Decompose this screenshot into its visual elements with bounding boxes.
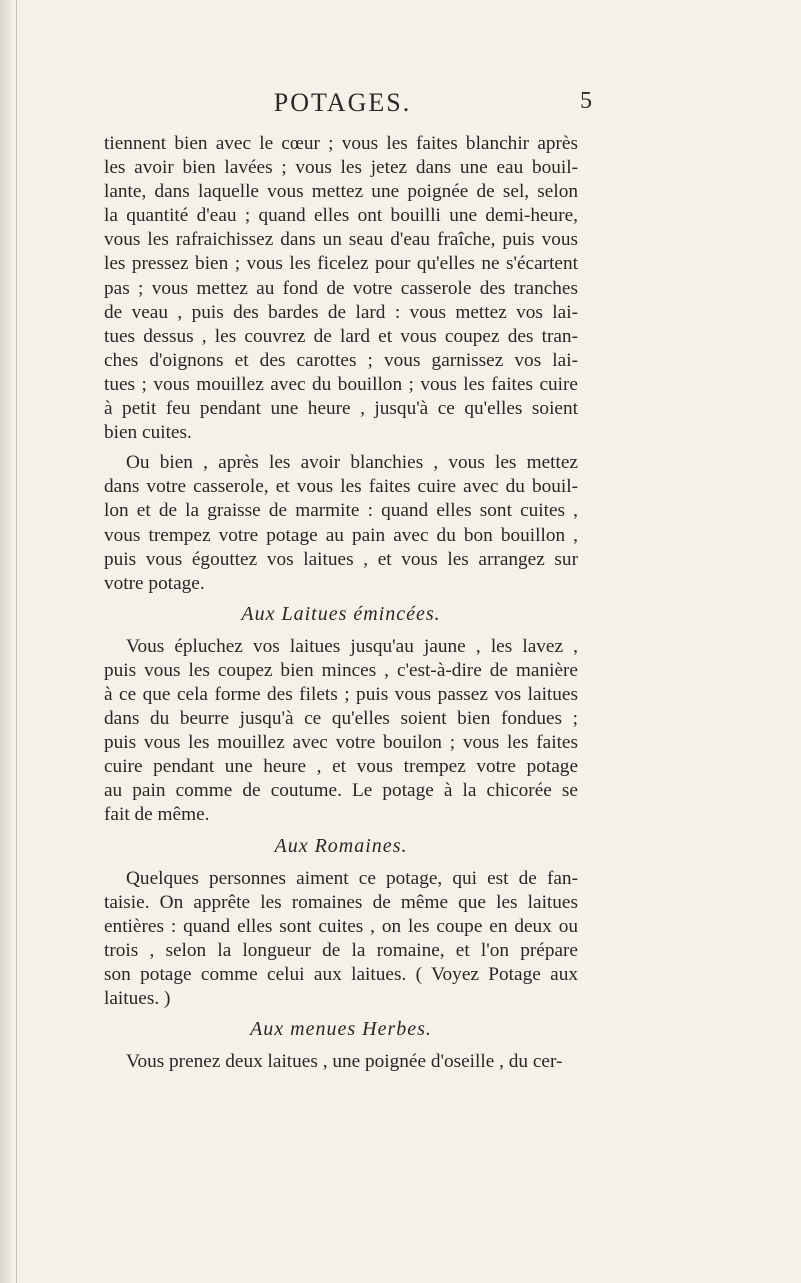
text-line: pas ; vous mettez au fond de votre casserole des tranches <box>104 277 578 299</box>
text-line: tues ; vous mouillez avec du bouillon ; vous les faites cuire <box>104 373 578 395</box>
text-line: fait de même. <box>104 804 210 826</box>
text-line: entières : quand elles sont cuites , on les coupe en deux ou <box>104 915 578 937</box>
text-line: Vous épluchez vos laitues jusqu'au jaune , les lavez , <box>126 635 578 657</box>
text-line: dans du beurre jusqu'à ce qu'elles soient bien fondues ; <box>104 708 578 730</box>
section-heading: Aux menues Herbes. <box>250 1018 432 1041</box>
text-line: Quelques personnes aiment ce potage, qui est de fan- <box>126 867 578 889</box>
section-heading: Aux Laitues émincées. <box>241 602 441 625</box>
text-line: puis vous les coupez bien minces , c'est-à-dire de manière <box>104 659 578 681</box>
text-line: taisie. On apprête les romaines de même que les laitues <box>104 891 578 913</box>
section-heading: Aux Romaines. <box>274 834 408 857</box>
text-line: puis vous les mouillez avec votre bouilon ; vous les faites <box>104 732 578 754</box>
text-line: puis vous égouttez vos laitues , et vous les arrangez sur <box>104 548 578 570</box>
paragraph <box>104 451 578 596</box>
text-line: lon et de la graisse de marmite : quand elles sont cuites , <box>104 500 578 522</box>
text-line: de veau , puis des bardes de lard : vous mettez vos lai- <box>104 301 578 323</box>
text-line: Ou bien , après les avoir blanchies , vous les mettez <box>126 452 578 474</box>
page-number: 5 <box>580 88 592 114</box>
text-line: ches d'oignons et des carottes ; vous garnissez vos lai- <box>104 349 578 371</box>
text-line: à ce que cela forme des filets ; puis vous passez vos laitues <box>104 683 578 705</box>
text-line: son potage comme celui aux laitues. ( Voyez Potage aux <box>104 963 578 985</box>
text-line: Vous prenez deux laitues , une poignée d'oseille , du cer- <box>126 1051 563 1073</box>
text-line: dans votre casserole, et vous les faites cuire avec du bouil- <box>104 476 578 498</box>
running-head <box>105 88 592 128</box>
text-line: la quantité d'eau ; quand elles ont bouilli une demi-heure, <box>104 205 578 227</box>
page-title: POTAGES. <box>273 88 412 117</box>
paragraph <box>104 867 578 1012</box>
body-text <box>104 132 578 1074</box>
paragraph <box>104 635 578 828</box>
text-line: au pain comme de coutume. Le potage à la chicorée se <box>104 780 578 802</box>
text-line: vous trempez votre potage au pain avec du bon bouillon , <box>104 524 578 546</box>
text-line: laitues. ) <box>104 988 171 1009</box>
paragraph <box>104 1050 578 1074</box>
text-line: les avoir bien lavées ; vous les jetez dans une eau bouil- <box>104 157 578 179</box>
text-line: tiennent bien avec le cœur ; vous les faites blanchir après <box>104 133 578 154</box>
text-line: vous les rafraichissez dans un seau d'eau fraîche, puis vous <box>104 229 578 251</box>
text-line: cuire pendant une heure , et vous trempez votre potage <box>104 756 578 778</box>
text-line: votre potage. <box>104 572 205 594</box>
paragraph <box>104 132 578 445</box>
text-line: à petit feu pendant une heure , jusqu'à ce qu'elles soient <box>104 398 578 420</box>
text-line: bien cuites. <box>104 422 192 444</box>
text-line: tues dessus , les couvrez de lard et vous coupez des tran- <box>104 325 578 347</box>
text-line: les pressez bien ; vous les ficelez pour qu'elles ne s'écartent <box>104 253 578 275</box>
text-line: trois , selon la longueur de la romaine, et l'on prépare <box>104 939 578 961</box>
text-line: lante, dans laquelle vous mettez une poignée de sel, selon <box>104 181 578 203</box>
